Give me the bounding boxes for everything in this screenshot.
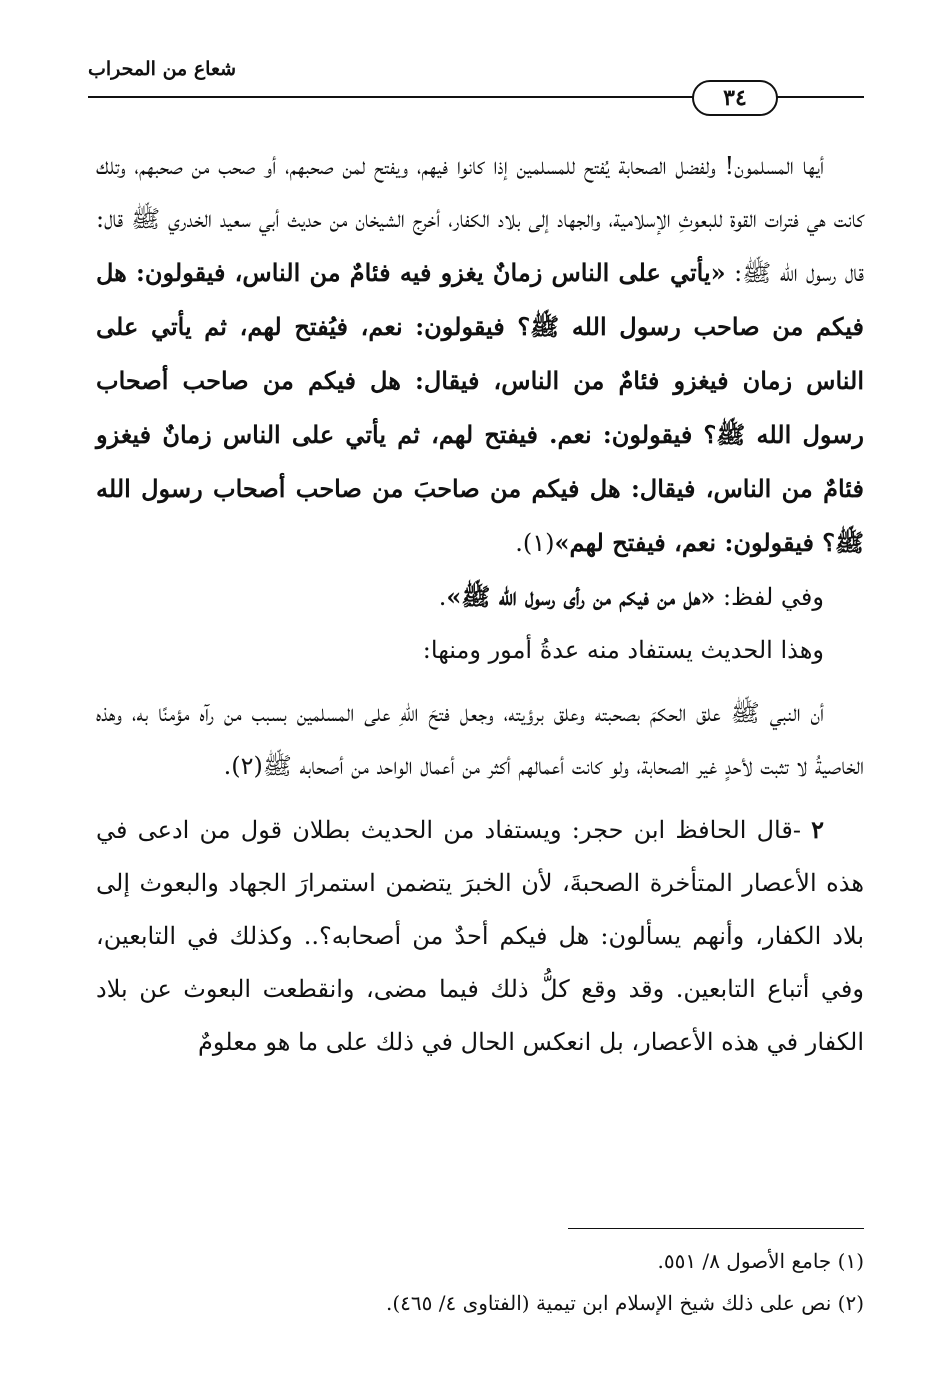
- paragraph-3: وهذا الحديث يستفاد منه عدةُ أمور ومنها:: [422, 636, 824, 664]
- hadith-variant-quote: «هل من فيكم من رأى رسول الله ﷺ»: [446, 582, 716, 611]
- paragraph-5-text: -قال الحافظ ابن حجر: ويستفاد من الحديث بطلان قول من ادعى في هذه الأعصار المتأخرة الصحبةَ، لأن الخبرَ يتضمن استمرارَ الجهاد والبعوث إلى بلاد الكفار، وأنهم يسألون: هل فيكم أحدٌ من أصحابه؟.. وكذلك في التابعين، وفي أتباع التابعين. وقد وقع كلُّ ذلك فيما مضى، وانقطعت البعوث عن بلاد الكفار في هذه الأعصار، بل انعكس الحال في ذلك على ما هو معلومٌ: [96, 816, 864, 1056]
- paragraph-1: [96, 140, 864, 570]
- hadith-quote: «يأتي على الناس زمانٌ يغزو فيه فئامٌ من الناس، فيقولون: هل فيكم من صاحب رسول الله ﷺ؟ فيقولون: نعم، فيُفتح لهم، ثم يأتي على الناس زمان فيغزو فئامٌ من الناس، فيقال: هل فيكم من صاحب أصحاب رسول الله ﷺ؟ فيقولون: نعم. فيفتح لهم، ثم يأتي على الناس زمانٌ فيغزو فئامٌ من الناس، فيقال: هل فيكم من صاحبَ من صاحب أصحاب رسول الله ﷺ؟ فيقولون: نعم، فيفتح لهم»: [96, 258, 864, 557]
- paragraph-2-lead: وفي لفظ:: [715, 583, 824, 611]
- footnote-ref-1: (١).: [515, 529, 555, 557]
- paragraph-1-text: أيها المسلمون! ولفضل الصحابة يُفتح للمسلمين إذا كانوا فيهم، ويفتح لمن صحبهم، أو صحب من صحبهم، وتلك كانت هي فترات القوة للبعوثِ الإسلامية، والجهاد إلى بلاد الكفار، أخرج الشيخان من حديث أبي سعيد الخدري ﷺ قال: قال رسول الله ﷺ:: [96, 152, 864, 287]
- body-text: [96, 140, 864, 1069]
- footnote-2: (٢) نص على ذلك شيخ الإسلام ابن تيمية (الفتاوى ٤/ ٤٦٥).: [385, 1291, 864, 1315]
- paragraph-2-tail: .: [438, 583, 447, 611]
- page-number: ٣٤: [692, 80, 778, 116]
- paragraph-5: [96, 803, 864, 1069]
- point-number: ٢: [811, 815, 824, 844]
- footnote-rule: [568, 1228, 864, 1229]
- footnote-1: (١) جامع الأصول ٨/ ٥٥١.: [657, 1249, 864, 1273]
- footnotes: [96, 1240, 864, 1324]
- paragraph-2: [96, 570, 864, 624]
- paragraph-4: أن النبي ﷺ علق الحكمَ بصحبته وعلق برؤيته، وجعل فتحَ اللهِ على المسلمين بسبب من رآه مؤمنًا به، وهذه الخاصيةُ لا تثبت لأحدٍ غير الصحابة، ولو كانت أعمالهم أكثر من أعمال الواحد من أصحابه ﷺ(٢).: [96, 699, 864, 780]
- running-title: شعاع من المحراب: [88, 58, 237, 80]
